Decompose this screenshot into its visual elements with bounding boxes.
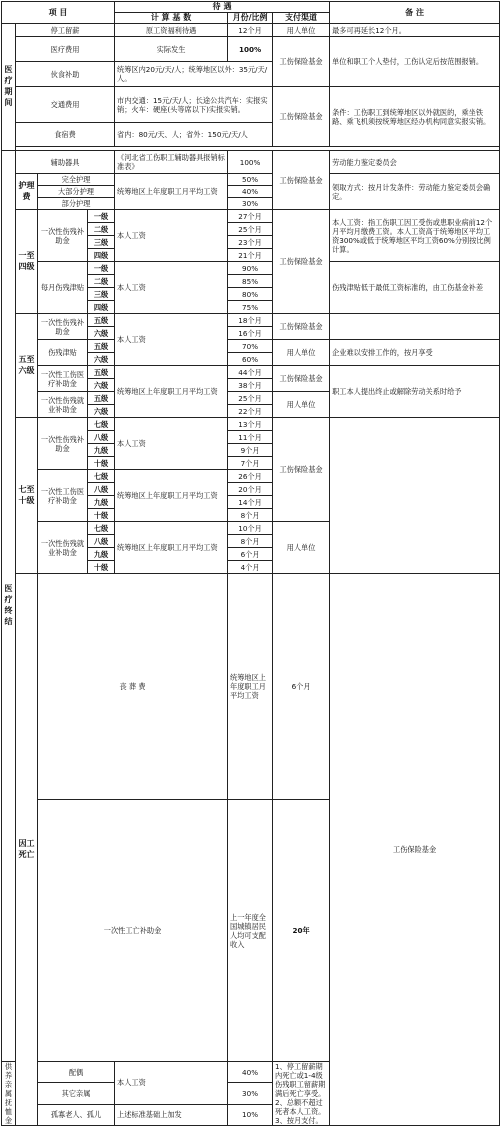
- level-cell: 五级: [88, 366, 115, 379]
- item-med-5-6: 一次性工伤医疗补助金: [38, 366, 88, 392]
- level-cell: 一级: [88, 262, 115, 275]
- base-funeral: 统筹地区上年度职工月平均工资: [228, 574, 273, 800]
- item-med-7-10: 一次性工伤医疗补助金: [38, 470, 88, 522]
- ratio-cell: 60%: [228, 353, 273, 366]
- level-cell: 十级: [88, 457, 115, 470]
- item-nurse-full: 完全护理: [38, 174, 115, 186]
- base-5-6-salary: 本人工资: [115, 314, 228, 366]
- item-monthly-1-4: 每月伤残津贴: [38, 262, 88, 314]
- level-cell: 九级: [88, 548, 115, 561]
- group-death: 因工死亡: [16, 574, 38, 1126]
- channel-death: 工伤保险基金: [330, 574, 500, 1126]
- item-death-grant: 一次性工亡补助金: [38, 800, 228, 1062]
- ratio-nurse-full: 50%: [228, 174, 273, 186]
- ratio-cell: 6个月: [228, 548, 273, 561]
- ratio-cell: 8个月: [228, 509, 273, 522]
- ratio-cell: 9个月: [228, 444, 273, 457]
- base-7-10-salary: 本人工资: [115, 418, 228, 470]
- ratio-medical-cost: 100%: [228, 37, 273, 62]
- ratio-cell: 75%: [228, 301, 273, 314]
- item-lump-7-10: 一次性伤残补助金: [38, 418, 88, 470]
- item-nurse-part: 部分护理: [38, 198, 115, 210]
- item-nurse-most: 大部分护理: [38, 186, 115, 198]
- base-5-6-avg: 统筹地区上年度职工月平均工资: [115, 366, 228, 418]
- ratio-stop-work: 12个月: [228, 24, 273, 37]
- ratio-aids: 100%: [228, 151, 273, 174]
- level-cell: 八级: [88, 483, 115, 496]
- note-7-10: [330, 418, 500, 574]
- level-cell: 一级: [88, 210, 115, 223]
- level-cell: 十级: [88, 561, 115, 574]
- ratio-cell: 7个月: [228, 457, 273, 470]
- item-medical-cost: 医疗费用: [16, 37, 115, 62]
- level-cell: 六级: [88, 405, 115, 418]
- level-cell: 四级: [88, 249, 115, 262]
- ratio-cell: 4个月: [228, 561, 273, 574]
- channel-transport: 工伤保险基金: [273, 87, 330, 147]
- ratio-cell: 14个月: [228, 496, 273, 509]
- note-stop-work: 最多可再延长12个月。: [330, 24, 500, 37]
- level-cell: 六级: [88, 353, 115, 366]
- level-cell: 七级: [88, 522, 115, 535]
- base-stop-work: 原工资福利待遇: [115, 24, 228, 37]
- level-cell: 九级: [88, 496, 115, 509]
- ratio-cell: 18个月: [228, 314, 273, 327]
- level-cell: 三级: [88, 236, 115, 249]
- level-cell: 七级: [88, 470, 115, 483]
- item-lodging: 食宿费: [16, 123, 115, 147]
- base-orphans: 上述标准基础上加发: [115, 1104, 228, 1125]
- base-7-10-job: 统筹地区上年度职工月平均工资: [115, 522, 228, 574]
- ratio-cell: 70%: [228, 340, 273, 353]
- ratio-cell: 80%: [228, 288, 273, 301]
- item-orphans: 孤寡老人、孤儿: [38, 1104, 115, 1125]
- note-1-4-b: 伤残津贴低于最低工资标准的，由工伤基金补差: [330, 262, 500, 314]
- note-nursing: 领取方式：按月计发条件：劳动能力鉴定委员会确定。: [330, 174, 500, 210]
- base-lump-1-4: 本人工资: [115, 210, 228, 262]
- note-medical-a: 单位和职工个人垫付，工伤认定后按范围报销。: [330, 37, 500, 87]
- ratio-cell: 44个月: [228, 366, 273, 379]
- item-lump-5-6: 一次性伤残补助金: [38, 314, 88, 340]
- base-monthly-1-4: 本人工资: [115, 262, 228, 314]
- channel-1-4: 工伤保险基金: [273, 210, 330, 314]
- item-other-relatives: 其它亲属: [38, 1083, 115, 1104]
- channel-7-10-b: 用人单位: [273, 522, 330, 574]
- ratio-cell: 13个月: [228, 418, 273, 431]
- level-cell: 六级: [88, 379, 115, 392]
- channel-stop-work: 用人单位: [273, 24, 330, 37]
- channel-5-6-job: 用人单位: [273, 392, 330, 418]
- ratio-cell: 25个月: [228, 392, 273, 405]
- item-transport: 交通费用: [16, 87, 115, 123]
- header-months: 月份/比例: [228, 13, 273, 24]
- ratio-cell: 27个月: [228, 210, 273, 223]
- group-level-5-6: 五至六级: [16, 314, 38, 418]
- channel-5-6-lump: 工伤保险基金: [273, 314, 330, 340]
- base-support: 本人工资: [115, 1062, 228, 1105]
- ratio-cell: 90%: [228, 262, 273, 275]
- ratio-cell: 38个月: [228, 379, 273, 392]
- base-transport: 市内交通：15元/天/人；长途公共汽车：实报实销；火车：硬座(头等席以下)实报实销。: [115, 87, 273, 123]
- item-meal-subsidy: 伙食补助: [16, 62, 115, 87]
- item-stop-work: 停工留薪: [16, 24, 115, 37]
- level-cell: 五级: [88, 314, 115, 327]
- channel-5-6-monthly: 用人单位: [273, 340, 330, 366]
- base-nursing: 统筹地区上年度职工月平均工资: [115, 174, 228, 210]
- ratio-cell: 16个月: [228, 327, 273, 340]
- group-level-1-4: 一至四级: [16, 210, 38, 314]
- group-medical: 医疗期间: [2, 24, 16, 151]
- base-death-grant: 上一年度全国城镇居民人均可支配收入: [228, 800, 273, 1062]
- group-nursing: 护理费: [16, 174, 38, 210]
- level-cell: 二级: [88, 275, 115, 288]
- ratio-cell: 26个月: [228, 470, 273, 483]
- item-support: 供养亲属抚恤金: [2, 1062, 16, 1126]
- level-cell: 十级: [88, 509, 115, 522]
- note-medical-b: 条件：工伤职工到统筹地区以外就医的，乘坐铁路、乘飞机须按统筹地区经办机构同意实报实销。: [330, 87, 500, 147]
- note-5-6-a: 企业难以安排工作的，按月享受: [330, 340, 500, 366]
- ratio-cell: 8个月: [228, 535, 273, 548]
- level-cell: 九级: [88, 444, 115, 457]
- note-5-6-b: 职工本人提出终止或解除劳动关系时给予: [330, 366, 500, 418]
- level-cell: 八级: [88, 431, 115, 444]
- item-aids: 辅助器具: [16, 151, 115, 174]
- ratio-cell: 10个月: [228, 522, 273, 535]
- base-meal-subsidy: 统筹区内20元/天/人；统筹地区以外：35元/天/人。: [115, 62, 273, 87]
- base-7-10-med: 统筹地区上年度职工月平均工资: [115, 470, 228, 522]
- level-cell: 三级: [88, 288, 115, 301]
- note-aids: 劳动能力鉴定委员会: [330, 151, 500, 174]
- ratio-death-grant: 20年: [273, 800, 330, 1062]
- level-cell: 五级: [88, 392, 115, 405]
- note-1-4-a: 本人工资：指工伤职工因工受伤或患职业病前12个月平均月缴费工资。本人工资高于统筹地区平均工资300%或低于统筹地区平均工资60%分别按比例计算。: [330, 210, 500, 262]
- item-spouse: 配偶: [38, 1062, 115, 1083]
- ratio-cell: 20个月: [228, 483, 273, 496]
- ratio-cell: 25个月: [228, 223, 273, 236]
- note-5-6-lump: [330, 314, 500, 340]
- level-cell: 七级: [88, 418, 115, 431]
- ratio-nurse-part: 30%: [228, 198, 273, 210]
- ratio-other-relatives: 30%: [228, 1083, 273, 1104]
- base-aids: 《河北省工伤职工辅助器具报销标准表》: [115, 151, 228, 174]
- item-job-7-10: 一次性伤残就业补助金: [38, 522, 88, 574]
- level-cell: 五级: [88, 340, 115, 353]
- level-cell: 四级: [88, 301, 115, 314]
- channel-medical: 工伤保险基金: [273, 37, 330, 87]
- ratio-orphans: 10%: [228, 1104, 273, 1125]
- injury-benefits-table: [1, 1, 500, 1126]
- ratio-cell: 21个月: [228, 249, 273, 262]
- channel-5-6-med: 工伤保险基金: [273, 366, 330, 392]
- ratio-cell: 85%: [228, 275, 273, 288]
- ratio-cell: 22个月: [228, 405, 273, 418]
- group-termination: 医疗终结: [2, 151, 16, 1062]
- header-treatment: 待 遇: [115, 2, 330, 13]
- ratio-funeral: 6个月: [273, 574, 330, 800]
- header-channel: 支付渠道: [273, 13, 330, 24]
- item-monthly-5-6: 伤残津贴: [38, 340, 88, 366]
- ratio-cell: 11个月: [228, 431, 273, 444]
- item-funeral: 丧 葬 费: [38, 574, 228, 800]
- channel-7-10-a: 工伤保险基金: [273, 418, 330, 522]
- item-job-5-6: 一次性伤残就业补助金: [38, 392, 88, 418]
- level-cell: 八级: [88, 535, 115, 548]
- ratio-nurse-most: 40%: [228, 186, 273, 198]
- item-lump-1-4: 一次性伤残补助金: [38, 210, 88, 262]
- channel-aids-nursing: 工伤保险基金: [273, 151, 330, 210]
- header-item: 项 目: [2, 2, 115, 24]
- level-cell: 二级: [88, 223, 115, 236]
- header-base: 计 算 基 数: [115, 13, 228, 24]
- note-support: 1、停工留薪期内死亡或1-4级伤残职工留薪期满后死亡享受。2、总额不超过死者本人工资。3、按月支付。: [273, 1062, 330, 1126]
- base-medical-cost: 实际发生: [115, 37, 228, 62]
- ratio-spouse: 40%: [228, 1062, 273, 1083]
- group-level-7-10: 七至十级: [16, 418, 38, 574]
- base-lodging: 省内：80元/天、人；省外：150元/天/人: [115, 123, 273, 147]
- header-note: 备 注: [330, 2, 500, 24]
- level-cell: 六级: [88, 327, 115, 340]
- ratio-cell: 23个月: [228, 236, 273, 249]
